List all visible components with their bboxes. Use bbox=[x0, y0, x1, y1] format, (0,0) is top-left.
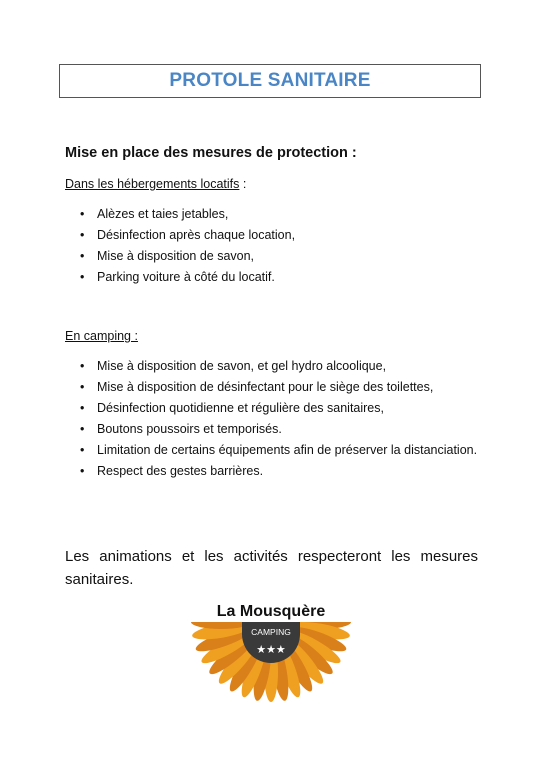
logo-name: La Mousquère bbox=[216, 603, 326, 620]
list-item: • Désinfection quotidienne et régulière des sanitaires, bbox=[65, 398, 478, 419]
title-box bbox=[59, 64, 481, 98]
list-item: • Mise à disposition de désinfectant pour le siège des toilettes, bbox=[65, 377, 478, 398]
section2-list bbox=[65, 356, 478, 482]
page-title: PROTOLE SANITAIRE bbox=[169, 70, 371, 91]
section1-label-text: Dans les hébergements locatifs bbox=[65, 177, 240, 191]
stars-icon: ★★★ bbox=[256, 643, 286, 656]
section1-list bbox=[65, 204, 478, 288]
sunflower-logo-icon bbox=[190, 622, 352, 704]
list-item: • Mise à disposition de savon, et gel hydro alcoolique, bbox=[65, 356, 478, 377]
section2-label-text: En camping : bbox=[65, 329, 138, 343]
list-item: • Désinfection après chaque location, bbox=[65, 225, 478, 246]
list-item: • Alèzes et taies jetables, bbox=[65, 204, 478, 225]
section1-label-suffix: : bbox=[239, 177, 247, 191]
list-item: • Respect des gestes barrières. bbox=[65, 461, 478, 482]
closing-paragraph: Les animations et les activités respecteront les mesures sanitaires. bbox=[65, 548, 478, 588]
list-item: • Mise à disposition de savon, bbox=[65, 246, 478, 267]
section2-label bbox=[65, 329, 138, 343]
section-heading: Mise en place des mesures de protection : bbox=[65, 145, 357, 161]
list-item: • Parking voiture à côté du locatif. bbox=[65, 267, 478, 288]
section1-label bbox=[65, 177, 246, 191]
list-item: • Limitation de certains équipements afin de préserver la distanciation. bbox=[65, 440, 478, 461]
list-item: • Boutons poussoirs et temporisés. bbox=[65, 419, 478, 440]
badge-text: CAMPING bbox=[251, 627, 291, 637]
